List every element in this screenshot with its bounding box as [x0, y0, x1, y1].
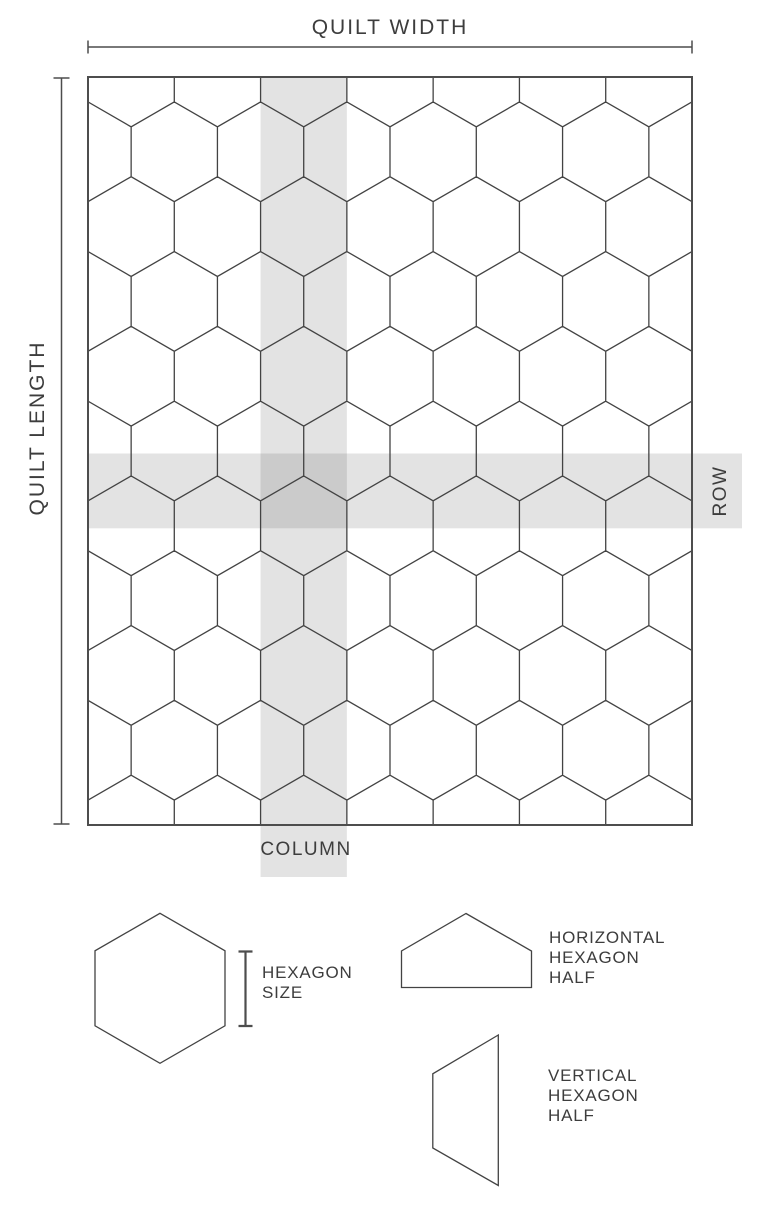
hexagon-size-label-line: SIZE [262, 983, 303, 1002]
column-label: COLUMN [260, 839, 352, 860]
hexagon-size-label [262, 963, 353, 1003]
hexagon-size-label-line: HEXAGON [262, 963, 353, 982]
horizontal-half-label-line: HORIZONTAL [549, 928, 666, 947]
quilt-width-label: QUILT WIDTH [311, 16, 469, 39]
horizontal-half-label-line: HEXAGON [549, 948, 640, 967]
vertical-hexagon-half-label [548, 1066, 639, 1126]
quilt-length-label: QUILT LENGTH [26, 340, 49, 516]
vertical-half-label-line: VERTICAL [548, 1066, 638, 1085]
row-label: ROW [710, 465, 731, 517]
vertical-half-label-line: HALF [548, 1106, 595, 1125]
legend-shapes [95, 913, 532, 1185]
vertical-half-label-line: HEXAGON [548, 1086, 639, 1105]
dimension-lines [54, 41, 693, 825]
highlight-bands [88, 77, 742, 877]
horizontal-half-label-line: HALF [549, 968, 596, 987]
horizontal-hexagon-half-label [549, 928, 665, 988]
hexagon-grid [45, 27, 735, 875]
